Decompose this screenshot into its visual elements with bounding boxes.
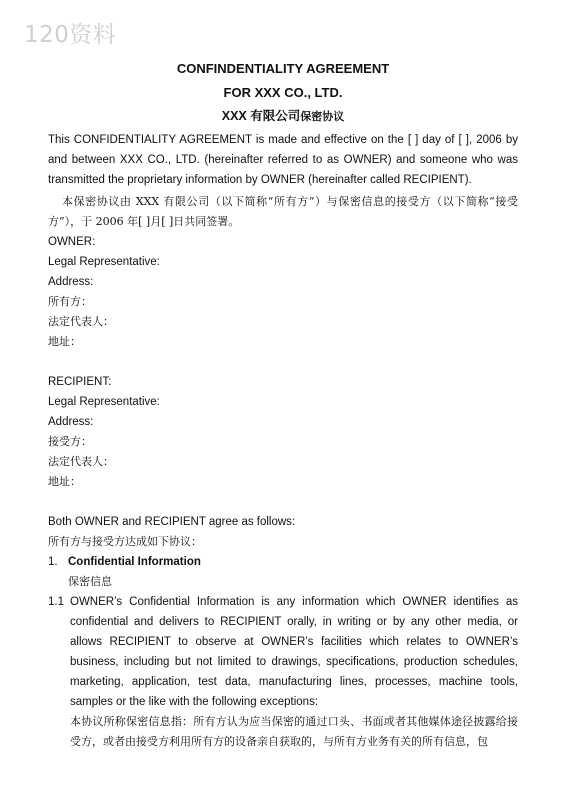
intro-en: This CONFIDENTIALITY AGREEMENT is made and effective on the [ ] day of [ ], 2006 by and between XXX CO., LTD. (hereinafter referred to as OWNER) and someone who was transmitted the proprietary information by OWNER (hereinafter called RECIPIENT). bbox=[48, 134, 518, 186]
clause-1-1-text-cn: 本协议所称保密信息指：所有方认为应当保密的通过口头、书面或者其他媒体途径披露给接受方，或者由接受方利用所有方的设备亲自获取的，与所有方业务有关的所有信息，包 bbox=[70, 715, 518, 748]
recipient-heading: RECIPIENT: bbox=[48, 376, 112, 388]
owner-heading-cn: 所有方： bbox=[48, 295, 92, 308]
owner-address-cn: 地址： bbox=[48, 335, 81, 348]
title-company-cn: XXX 有限公司 bbox=[221, 109, 301, 123]
clause-1-1-number: 1.1 bbox=[48, 596, 64, 608]
agree-en: Both OWNER and RECIPIENT agree as follows: bbox=[48, 516, 296, 528]
watermark: 120资料 bbox=[24, 22, 117, 48]
section-1-title: Confidential Information bbox=[68, 556, 201, 568]
title-line-1: CONFINDENTIALITY AGREEMENT bbox=[176, 61, 390, 76]
intro-cn: 本保密协议由 XXX 有限公司（以下简称“所有方”）与保密信息的接受方（以下简称“接受方”），于 2006 年[ ]月[ ]日共同签署。 bbox=[48, 195, 518, 228]
document-page bbox=[48, 58, 518, 752]
spacer bbox=[48, 352, 518, 372]
section-1-heading bbox=[48, 552, 518, 572]
title-line-3 bbox=[48, 105, 518, 128]
clause-1-1 bbox=[48, 592, 518, 752]
owner-legal-rep: Legal Representative: bbox=[48, 256, 160, 268]
recipient-address-cn: 地址： bbox=[48, 475, 81, 488]
recipient-heading-cn: 接受方： bbox=[48, 435, 92, 448]
recipient-legal-rep: Legal Representative: bbox=[48, 396, 160, 408]
title-line-2: FOR XXX CO., LTD. bbox=[223, 85, 343, 100]
spacer bbox=[48, 492, 518, 512]
title-agreement-cn: 保密协议 bbox=[300, 111, 345, 123]
clause-1-1-text-en: OWNER’s Confidential Information is any information which OWNER identifies as confidential and delivers to RECIPIENT orally, in writing or by any other media, or allows RECIPIENT to observe at OWNER’s facilities which relates to OWNER’s business, including but not limited to drawings, specifications, production schedules, marketing, application, test data, manufacturing lines, processes, machine tools, samples or the like with the following exceptions: bbox=[70, 596, 518, 708]
owner-legal-rep-cn: 法定代表人： bbox=[48, 315, 114, 328]
agree-cn: 所有方与接受方达成如下协议： bbox=[48, 535, 202, 548]
section-1-title-cn: 保密信息 bbox=[68, 575, 112, 588]
section-1-number: 1. bbox=[48, 556, 58, 568]
owner-address: Address: bbox=[48, 276, 94, 288]
recipient-address: Address: bbox=[48, 416, 94, 428]
recipient-legal-rep-cn: 法定代表人： bbox=[48, 455, 114, 468]
owner-heading: OWNER: bbox=[48, 236, 96, 248]
